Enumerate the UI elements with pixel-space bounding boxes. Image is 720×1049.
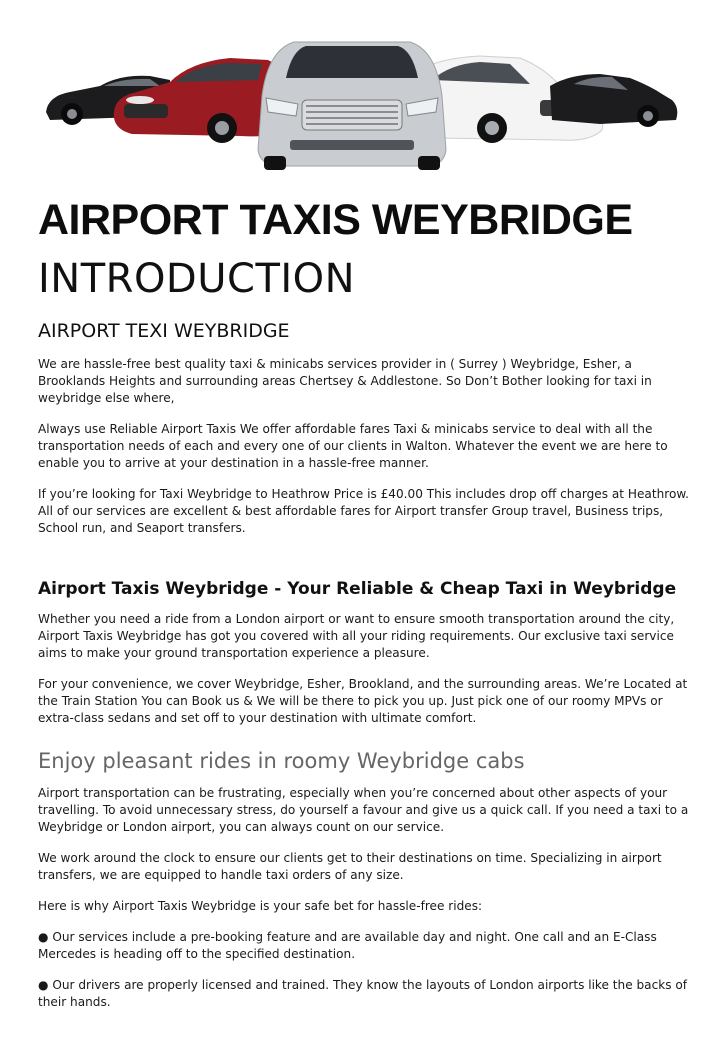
intro-paragraph-2: Always use Reliable Airport Taxis We offer affordable fares Taxi & minicabs service to deal with all the transportation needs of each and every one of our clients in Walton. Whatever the event we are here to enable you to arrive at your destination in a hassle-free manner. — [38, 422, 668, 470]
bullet-dot-icon: ● — [38, 978, 49, 992]
bullet-item — [38, 977, 690, 1011]
section2-paragraph-1: Whether you need a ride from a London airport or want to ensure smooth transportation around the city, Airport Taxis Weybridge has got you covered with all your riding requirements. Our exclusive taxi service aims to make your ground transportation experience a pleasure. — [38, 612, 675, 660]
section3-paragraph-1: Airport transportation can be frustrating, especially when you’re concerned about other aspects of your travelling. To avoid unnecessary stress, do yourself a favour and give us a quick call. If you need a taxi to a Weybridge or London airport, you can always count on our service. — [38, 786, 689, 834]
car-fleet-illustration — [0, 0, 720, 190]
intro-paragraph-3: If you’re looking for Taxi Weybridge to Heathrow Price is £40.00 This includes drop off charges at Heathrow. All of our services are excellent & best affordable fares for Airport transfer Group travel, Business trips, School run, and Seaport transfers. — [38, 487, 689, 535]
bullet-dot-icon: ● — [38, 930, 49, 944]
bullet-text: Our drivers are properly licensed and trained. They know the layouts of London airports like the backs of their hands. — [38, 978, 688, 1009]
red-car — [114, 58, 284, 143]
black-car-right — [550, 74, 677, 127]
section-heading-reliable-taxi: Airport Taxis Weybridge - Your Reliable & Cheap Taxi in Weybridge — [38, 579, 677, 599]
section-heading-pleasant-rides: Enjoy pleasant rides in roomy Weybridge cabs — [38, 749, 525, 773]
section2-paragraph-2: For your convenience, we cover Weybridge, Esher, Brookland, and the surrounding areas. We’re Located at the Train Station You can Book us & We will be there to pick you up. Just pick one of our roomy MPVs or extra-class sedans and set off to your destination with ultimate comfort. — [38, 677, 688, 725]
article — [38, 192, 690, 1025]
bullet-item — [38, 929, 690, 963]
page-title: AIRPORT TAXIS WEYBRIDGE — [38, 196, 633, 244]
silver-car-center — [258, 42, 446, 170]
introduction-heading: INTRODUCTION — [38, 256, 356, 302]
section3-paragraph-2: We work around the clock to ensure our clients get to their destinations on time. Specializing in airport transfers, we are equipped to handle taxi orders of any size. — [38, 851, 662, 882]
bullet-text: Our services include a pre-booking feature and are available day and night. One call and an E-Class Mercedes is heading off to the specified destination. — [38, 930, 657, 961]
section3-paragraph-3: Here is why Airport Taxis Weybridge is your safe bet for hassle-free rides: — [38, 899, 483, 913]
intro-paragraph-1: We are hassle-free best quality taxi & minicabs services provider in ( Surrey ) Weybridge, Esher, a Brooklands Heights and surrounding areas Chertsey & Addlestone. So Don’t Bother looking for taxi in weybridge else where, — [38, 357, 652, 405]
hero-image — [0, 0, 720, 190]
subheading: AIRPORT TEXI WEYBRIDGE — [38, 320, 290, 342]
